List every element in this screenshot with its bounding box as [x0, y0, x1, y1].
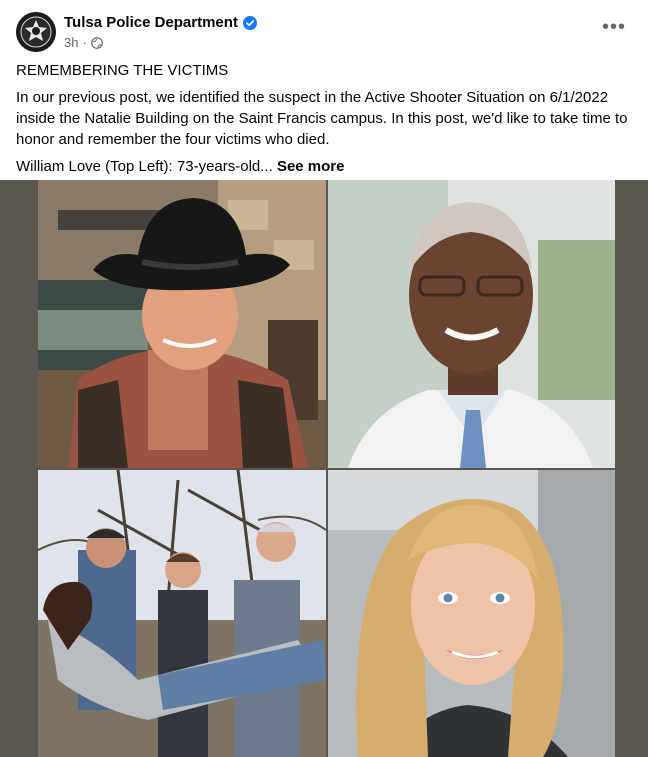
globe-icon[interactable]	[91, 37, 103, 49]
photo-top-right[interactable]	[328, 180, 615, 468]
woman-portrait-image	[328, 470, 615, 757]
see-more-link[interactable]: See more	[276, 158, 345, 175]
police-badge-icon	[16, 12, 56, 52]
meta-separator: ·	[82, 35, 87, 50]
post-excerpt: William Love (Top Left): 73-years-old...	[16, 158, 273, 175]
photo-bottom-right[interactable]	[328, 470, 615, 757]
doctor-portrait-image	[328, 180, 615, 468]
post-photo[interactable]	[0, 180, 648, 757]
family-photo-image	[38, 470, 326, 757]
photo-bottom-left[interactable]	[38, 470, 326, 757]
post-text	[16, 60, 632, 183]
post-body: In our previous post, we identified the suspect in the Active Shooter Situation on 6/1/2022 inside the Natalie Building on the Saint Francis campus. In this post, we'd like to take time to honor and remember the four victims who died.	[16, 89, 628, 148]
page-avatar[interactable]	[16, 12, 56, 52]
post-timestamp[interactable]: 3h	[64, 35, 79, 50]
more-options-icon[interactable]: •••	[601, 16, 626, 38]
verified-badge-icon	[243, 16, 257, 30]
post-header	[16, 12, 632, 56]
photo-top-left[interactable]	[38, 180, 326, 468]
cowboy-portrait-image	[38, 180, 326, 468]
page-name-label[interactable]: Tulsa Police Department	[64, 14, 238, 31]
post-excerpt-line	[16, 156, 632, 177]
post-title: REMEMBERING THE VICTIMS	[16, 62, 229, 79]
page-name[interactable]	[64, 14, 257, 31]
post-meta	[64, 35, 103, 50]
